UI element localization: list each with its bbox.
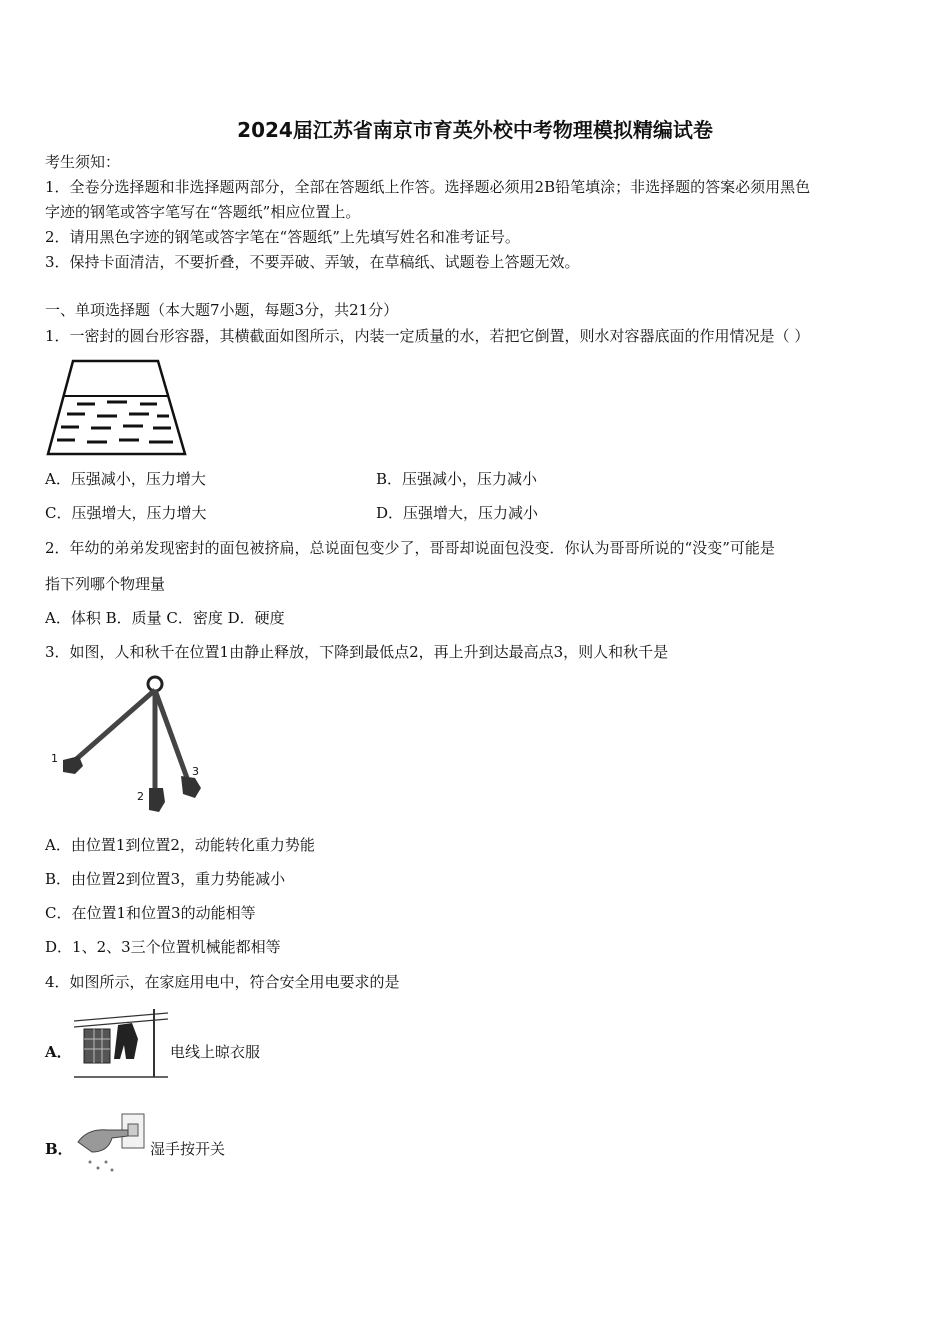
question-1-stem: 1．一密封的圆台形容器，其横截面如图所示，内装一定质量的水，若把它倒置，则水对容器底面的作用情况是（ ）	[45, 327, 810, 345]
q4-option-a-text: 电线上晾衣服	[170, 1043, 261, 1061]
q4-option-b-text: 湿手按开关	[150, 1140, 226, 1158]
q1-option-d: D．压强增大，压力减小	[376, 504, 539, 522]
question-2-stem: 2．年幼的弟弟发现密封的面包被挤扁，总说面包变少了，哥哥却说面包没变．你认为哥哥所说的“没变”可能是	[45, 539, 775, 557]
notice-heading: 考生须知：	[45, 153, 121, 171]
q1-option-c: C．压强增大，压力增大	[45, 504, 207, 522]
swing-figure	[45, 670, 210, 820]
notice-item-2: 2．请用黑色字迹的钢笔或答字笔在“答题纸”上先填写姓名和准考证号。	[45, 228, 520, 246]
q3-option-b: B．由位置2到位置3，重力势能减小	[45, 870, 286, 888]
notice-item-3: 3．保持卡面清洁，不要折叠，不要弄破、弄皱，在草稿纸、试题卷上答题无效。	[45, 253, 580, 271]
swing-label-3: 3	[192, 765, 199, 778]
q3-option-d: D．1、2、3三个位置机械能都相等	[45, 938, 281, 956]
q3-option-a: A．由位置1到位置2，动能转化重力势能	[45, 836, 315, 854]
swing-label-2: 2	[137, 790, 144, 803]
q4-option-b-letter: B．	[45, 1140, 73, 1158]
container-figure	[45, 358, 190, 458]
clothes-on-wire-figure	[72, 1005, 170, 1081]
page-title: 2024届江苏省南京市育英外校中考物理模拟精编试卷	[237, 118, 713, 142]
question-4-stem: 4．如图所示，在家庭用电中，符合安全用电要求的是	[45, 973, 400, 991]
q2-options: A．体积 B．质量 C．密度 D．硬度	[45, 609, 285, 627]
swing-label-1: 1	[51, 752, 58, 765]
question-3-stem: 3．如图，人和秋千在位置1由静止释放，下降到最低点2，再上升到达最高点3，则人和秋千是	[45, 643, 669, 661]
q1-option-b: B．压强减小，压力减小	[376, 470, 538, 488]
q4-option-a-letter: A．	[45, 1043, 72, 1061]
q3-option-c: C．在位置1和位置3的动能相等	[45, 904, 256, 922]
q1-option-a: A．压强减小，压力增大	[45, 470, 206, 488]
notice-item-1-cont: 字迹的钢笔或答字笔写在“答题纸”相应位置上。	[45, 203, 361, 221]
question-2-stem-cont: 指下列哪个物理量	[45, 575, 166, 593]
wet-hand-switch-figure	[76, 1112, 148, 1174]
notice-item-1: 1．全卷分选择题和非选择题两部分，全部在答题纸上作答。选择题必须用2B铅笔填涂；非选择题的答案必须用黑色	[45, 178, 811, 196]
section-heading: 一、单项选择题（本大题7小题，每题3分，共21分）	[45, 301, 399, 319]
